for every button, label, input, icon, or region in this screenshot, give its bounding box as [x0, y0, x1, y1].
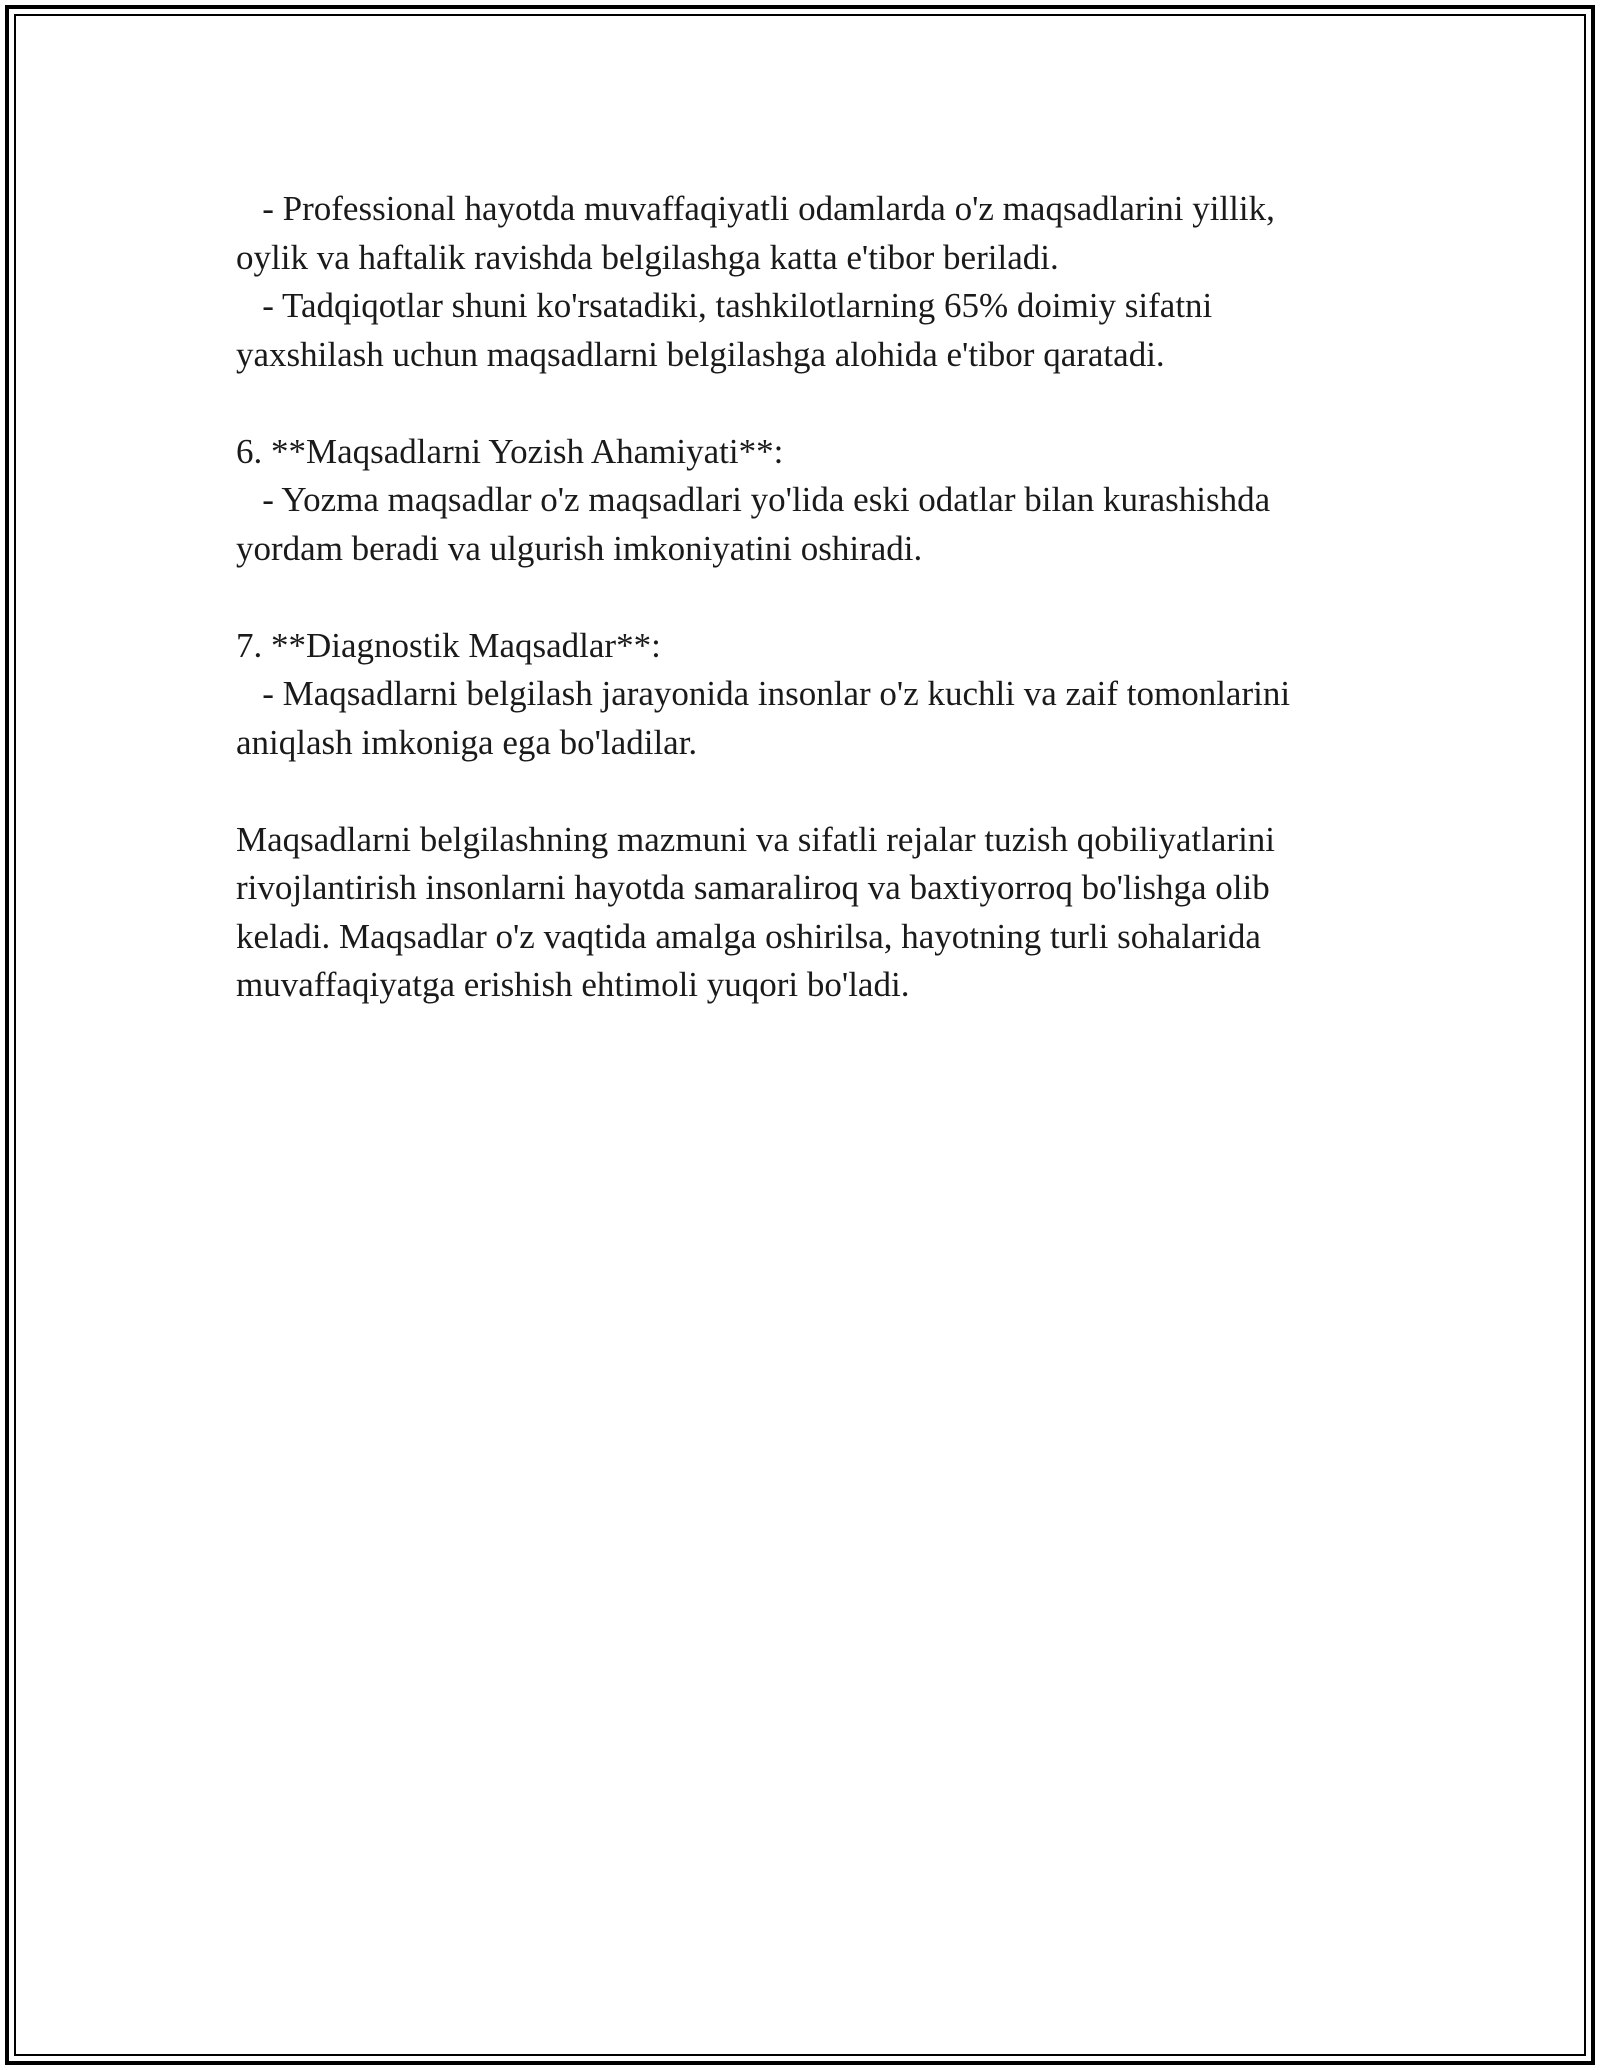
spacer: [236, 573, 1376, 622]
text-line: Maqsadlarni belgilashning mazmuni va sifatli rejalar tuzish qobiliyatlarini: [236, 819, 1276, 859]
section-heading: 7. **Diagnostik Maqsadlar**:: [236, 625, 661, 665]
text-line: - Maqsadlarni belgilash jarayonida insonlar o'z kuchli va zaif tomonlarini: [236, 674, 1291, 713]
text-line: yordam beradi va ulgurish imkoniyatini oshiradi.: [236, 528, 923, 568]
section-heading: 6. **Maqsadlarni Yozish Ahamiyati**:: [236, 431, 784, 471]
text-line: aniqlash imkoniga ega bo'ladilar.: [236, 722, 698, 762]
section-7: [236, 622, 1376, 768]
document-body: [236, 185, 1376, 1010]
spacer: [236, 767, 1376, 816]
text-line: rivojlantirish insonlarni hayotda samaraliroq va baxtiyorroq bo'lishga olib: [236, 868, 1270, 907]
text-line: - Professional hayotda muvaffaqiyatli odamlarda o'z maqsadlarini yillik,: [236, 189, 1275, 228]
bullet-block: [236, 185, 1376, 379]
text-line: oylik va haftalik ravishda belgilashga katta e'tibor beriladi.: [236, 237, 1059, 277]
section-6: [236, 428, 1376, 574]
conclusion-paragraph: [236, 816, 1376, 1010]
text-line: - Yozma maqsadlar o'z maqsadlari yo'lida eski odatlar bilan kurashishda: [236, 480, 1271, 519]
text-line: yaxshilash uchun maqsadlarni belgilashga alohida e'tibor qaratadi.: [236, 334, 1165, 374]
text-line: - Tadqiqotlar shuni ko'rsatadiki, tashkilotlarning 65% doimiy sifatni: [236, 286, 1213, 325]
text-line: muvaffaqiyatga erishish ehtimoli yuqori bo'ladi.: [236, 965, 910, 1004]
text-line: keladi. Maqsadlar o'z vaqtida amalga oshirilsa, hayotning turli sohalarida: [236, 916, 1261, 956]
spacer: [236, 379, 1376, 428]
